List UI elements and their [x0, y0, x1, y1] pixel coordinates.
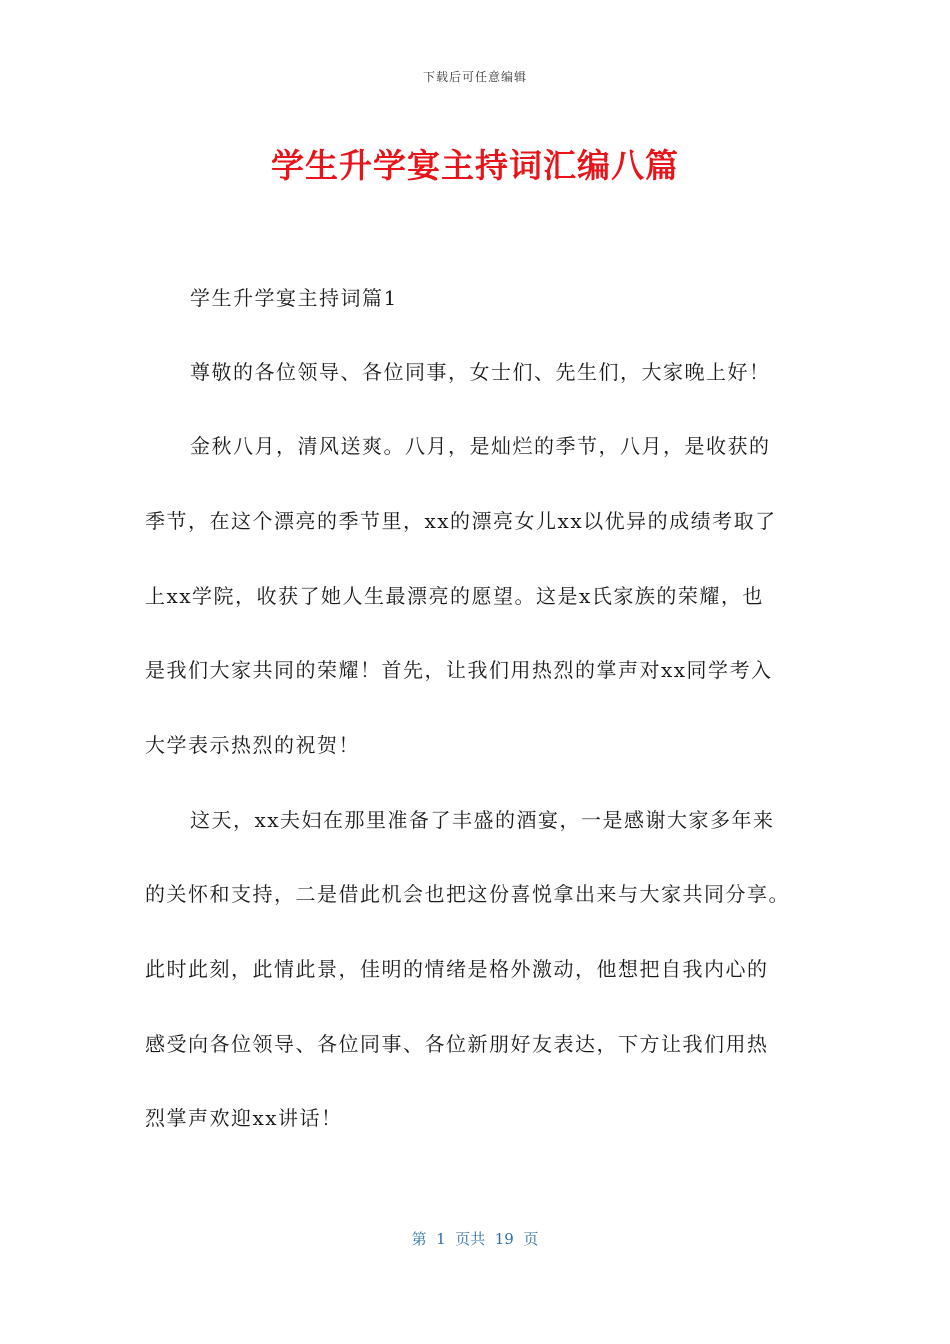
paragraph-line: 这天，xx夫妇在那里准备了丰盛的酒宴，一是感谢大家多年来 [190, 808, 775, 832]
page-footer: 第 1 页共 19 页 [411, 1230, 539, 1248]
paragraph-line: 的关怀和支持，二是借此机会也把这份喜悦拿出来与大家共同分享。 [145, 882, 790, 906]
paragraph-line: 尊敬的各位领导、各位同事，女士们、先生们，大家晚上好！ [190, 360, 771, 384]
document-title: 学生升学宴主持词汇编八篇 [271, 146, 679, 185]
paragraph-line: 是我们大家共同的荣耀！首先，让我们用热烈的掌声对xx同学考入 [145, 658, 773, 682]
paragraph-line: 季节，在这个漂亮的季节里，xx的漂亮女儿xx以优异的成绩考取了 [145, 509, 777, 533]
paragraph-line: 大学表示热烈的祝贺！ [145, 733, 360, 757]
paragraph-line: 感受向各位领导、各位同事、各位新朋好友表达，下方让我们用热 [145, 1032, 769, 1056]
header-note: 下载后可任意编辑 [422, 70, 527, 84]
paragraph-line: 烈掌声欢迎xx讲话！ [145, 1106, 343, 1130]
paragraph-line: 此时此刻，此情此景，佳明的情绪是格外激动，他想把自我内心的 [145, 957, 769, 981]
paragraph-line: 金秋八月，清风送爽。八月，是灿烂的季节，八月，是收获的 [190, 434, 771, 458]
paragraph-line: 上xx学院，收获了她人生最漂亮的愿望。这是x氏家族的荣耀，也 [145, 584, 764, 608]
section-heading: 学生升学宴主持词篇1 [190, 286, 398, 310]
